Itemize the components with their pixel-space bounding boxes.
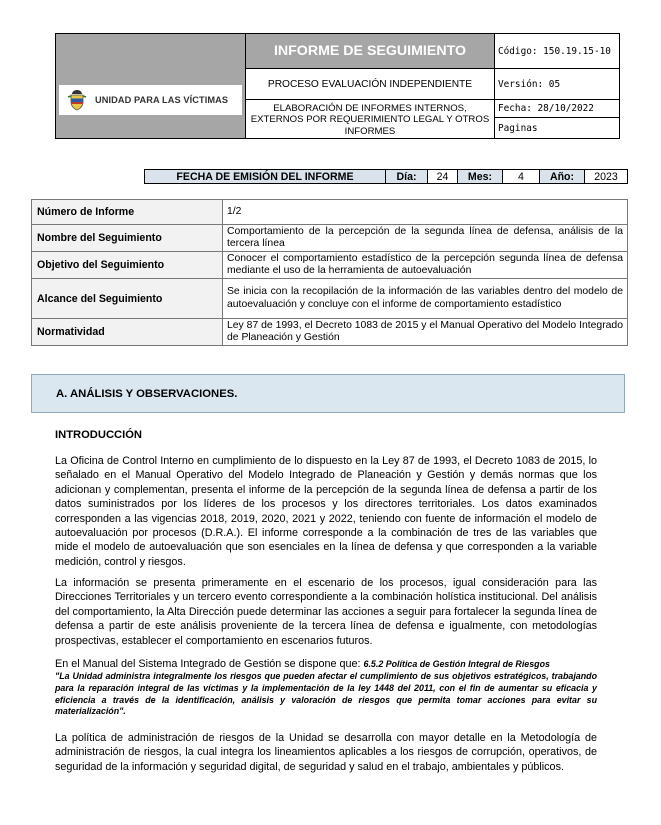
table-row [32, 225, 628, 252]
month-value: 4 [503, 170, 540, 183]
policy-reference: 6.5.2 Política de Gestión Integral de Riesgos [363, 659, 550, 669]
document-date: Fecha: 28/10/2022 [495, 100, 619, 118]
logo-text: UNIDAD PARA LAS VÍCTIMAS [95, 95, 229, 105]
document-pages: Paginas [498, 122, 538, 134]
paragraph: La Oficina de Control Interno en cumplimiento de lo dispuesto en la Ley 87 de 1993, el Decreto 1083 de 2015, lo señalado en el Manual Operativo del Modelo Integrado de Planeación y Gestión y demás normas que los adicionan y complementan, presenta el informe de la percepción de la segunda línea de defensa a partir de los datos suministrados por los líderes de los procesos y los directores territoriales. Los datos examinados corresponden a las vigencias 2018, 2019, 2020, 2021 y 2022, teniendo con fuente de información el modelo de autoevaluación por procesos (D.R.A.). El informe corresponde a la combinación de tres de las variables que mide el modelo de autoevaluación que son esenciales en la línea de defensa y que corresponden a la variable medición, control y riesgos. [55, 455, 597, 568]
policy-quote: "La Unidad administra integralmente los riesgos que pueden afectar el cumplimiento de sus objetivos estratégicos, trabajando para la reparación integral de las víctimas y la implementación de la ley 1448 del 2011, con el fin de aumentar su eficacia y eficiencia a través de la identificación, análisis y valoración de riesgos que permita tomar acciones para evitar su materialización". [55, 671, 597, 717]
table-row [32, 200, 628, 225]
coat-of-arms-icon [65, 88, 89, 112]
process-name: PROCESO EVALUACIÓN INDEPENDIENTE [246, 69, 495, 100]
table-row [32, 319, 628, 346]
day-label: Día: [386, 170, 428, 183]
quote-intro: En el Manual del Sistema Integrado de Gestión se dispone que: [55, 658, 364, 670]
paragraph: La política de administración de riesgos de la Unidad se desarrolla con mayor detalle en la Metodología de administración de riesgos, la cual integra los lineamientos aplicables a los riesgos de corrupción, operativos, de seguridad de la información y seguridad digital, de seguridad y salud en el trabajo, ambientales y públicos. [55, 732, 597, 773]
procedure-name: ELABORACIÓN DE INFORMES INTERNOS, EXTERNOS POR REQUERIMIENTO LEGAL Y OTROS INFORMES [246, 100, 495, 138]
emission-date-bar [144, 169, 628, 184]
paragraph: La información se presenta primeramente en el escenario de los procesos, igual consideración para las Direcciones Territoriales y un tercero evento correspondiente a la combinación holística institucional. Del análisis del comportamiento, la Alta Dirección puede determinar las acciones a seguir para fortalecer la segunda línea de defensa a partir de este análisis proveniente de la tercera línea de defensa e igualmente, con metodologías prospectivas, establecer el comportamiento en escenarios futuros. [55, 577, 597, 647]
row-label: Normatividad [32, 319, 223, 346]
report-title: INFORME DE SEGUIMIENTO [246, 34, 495, 69]
row-label: Objetivo del Seguimiento [32, 252, 223, 279]
document-version: Versión: 05 [495, 69, 619, 100]
row-value: Ley 87 de 1993, el Decreto 1083 de 2015 y el Manual Operativo del Modelo Integrado de Planeación y Gestión [223, 319, 628, 346]
year-value: 2023 [594, 170, 618, 183]
month-label: Mes: [458, 170, 503, 183]
paragraph-quote [55, 657, 597, 718]
row-value: Se inicia con la recopilación de la información de las variables dentro del modelo de autoevaluación y concluye con el informe de comportamiento estadístico [223, 279, 628, 319]
section-heading: A. ANÁLISIS Y OBSERVACIONES. [31, 374, 625, 413]
row-value: Conocer el comportamiento estadístico de la percepción segunda línea de defensa mediante el uso de la herramienta de autoevaluación [223, 252, 628, 279]
row-label: Alcance del Seguimiento [32, 279, 223, 319]
logo-cell [56, 34, 246, 138]
report-info-table [31, 199, 628, 346]
table-row [32, 252, 628, 279]
year-label: Año: [540, 170, 585, 183]
day-value: 24 [428, 170, 458, 183]
table-row [32, 279, 628, 319]
emission-label: FECHA DE EMISIÓN DEL INFORME [145, 170, 386, 183]
introduction-title: INTRODUCCIÓN [55, 429, 143, 441]
row-value: Comportamiento de la percepción de la segunda línea de defensa, análisis de la tercera línea [223, 225, 628, 252]
row-label: Número de Informe [32, 200, 223, 225]
document-header [55, 33, 620, 139]
document-code: Código: 150.19.15-10 [495, 34, 619, 69]
row-value: 1/2 [223, 200, 628, 225]
logo [59, 85, 242, 115]
row-label: Nombre del Seguimiento [32, 225, 223, 252]
